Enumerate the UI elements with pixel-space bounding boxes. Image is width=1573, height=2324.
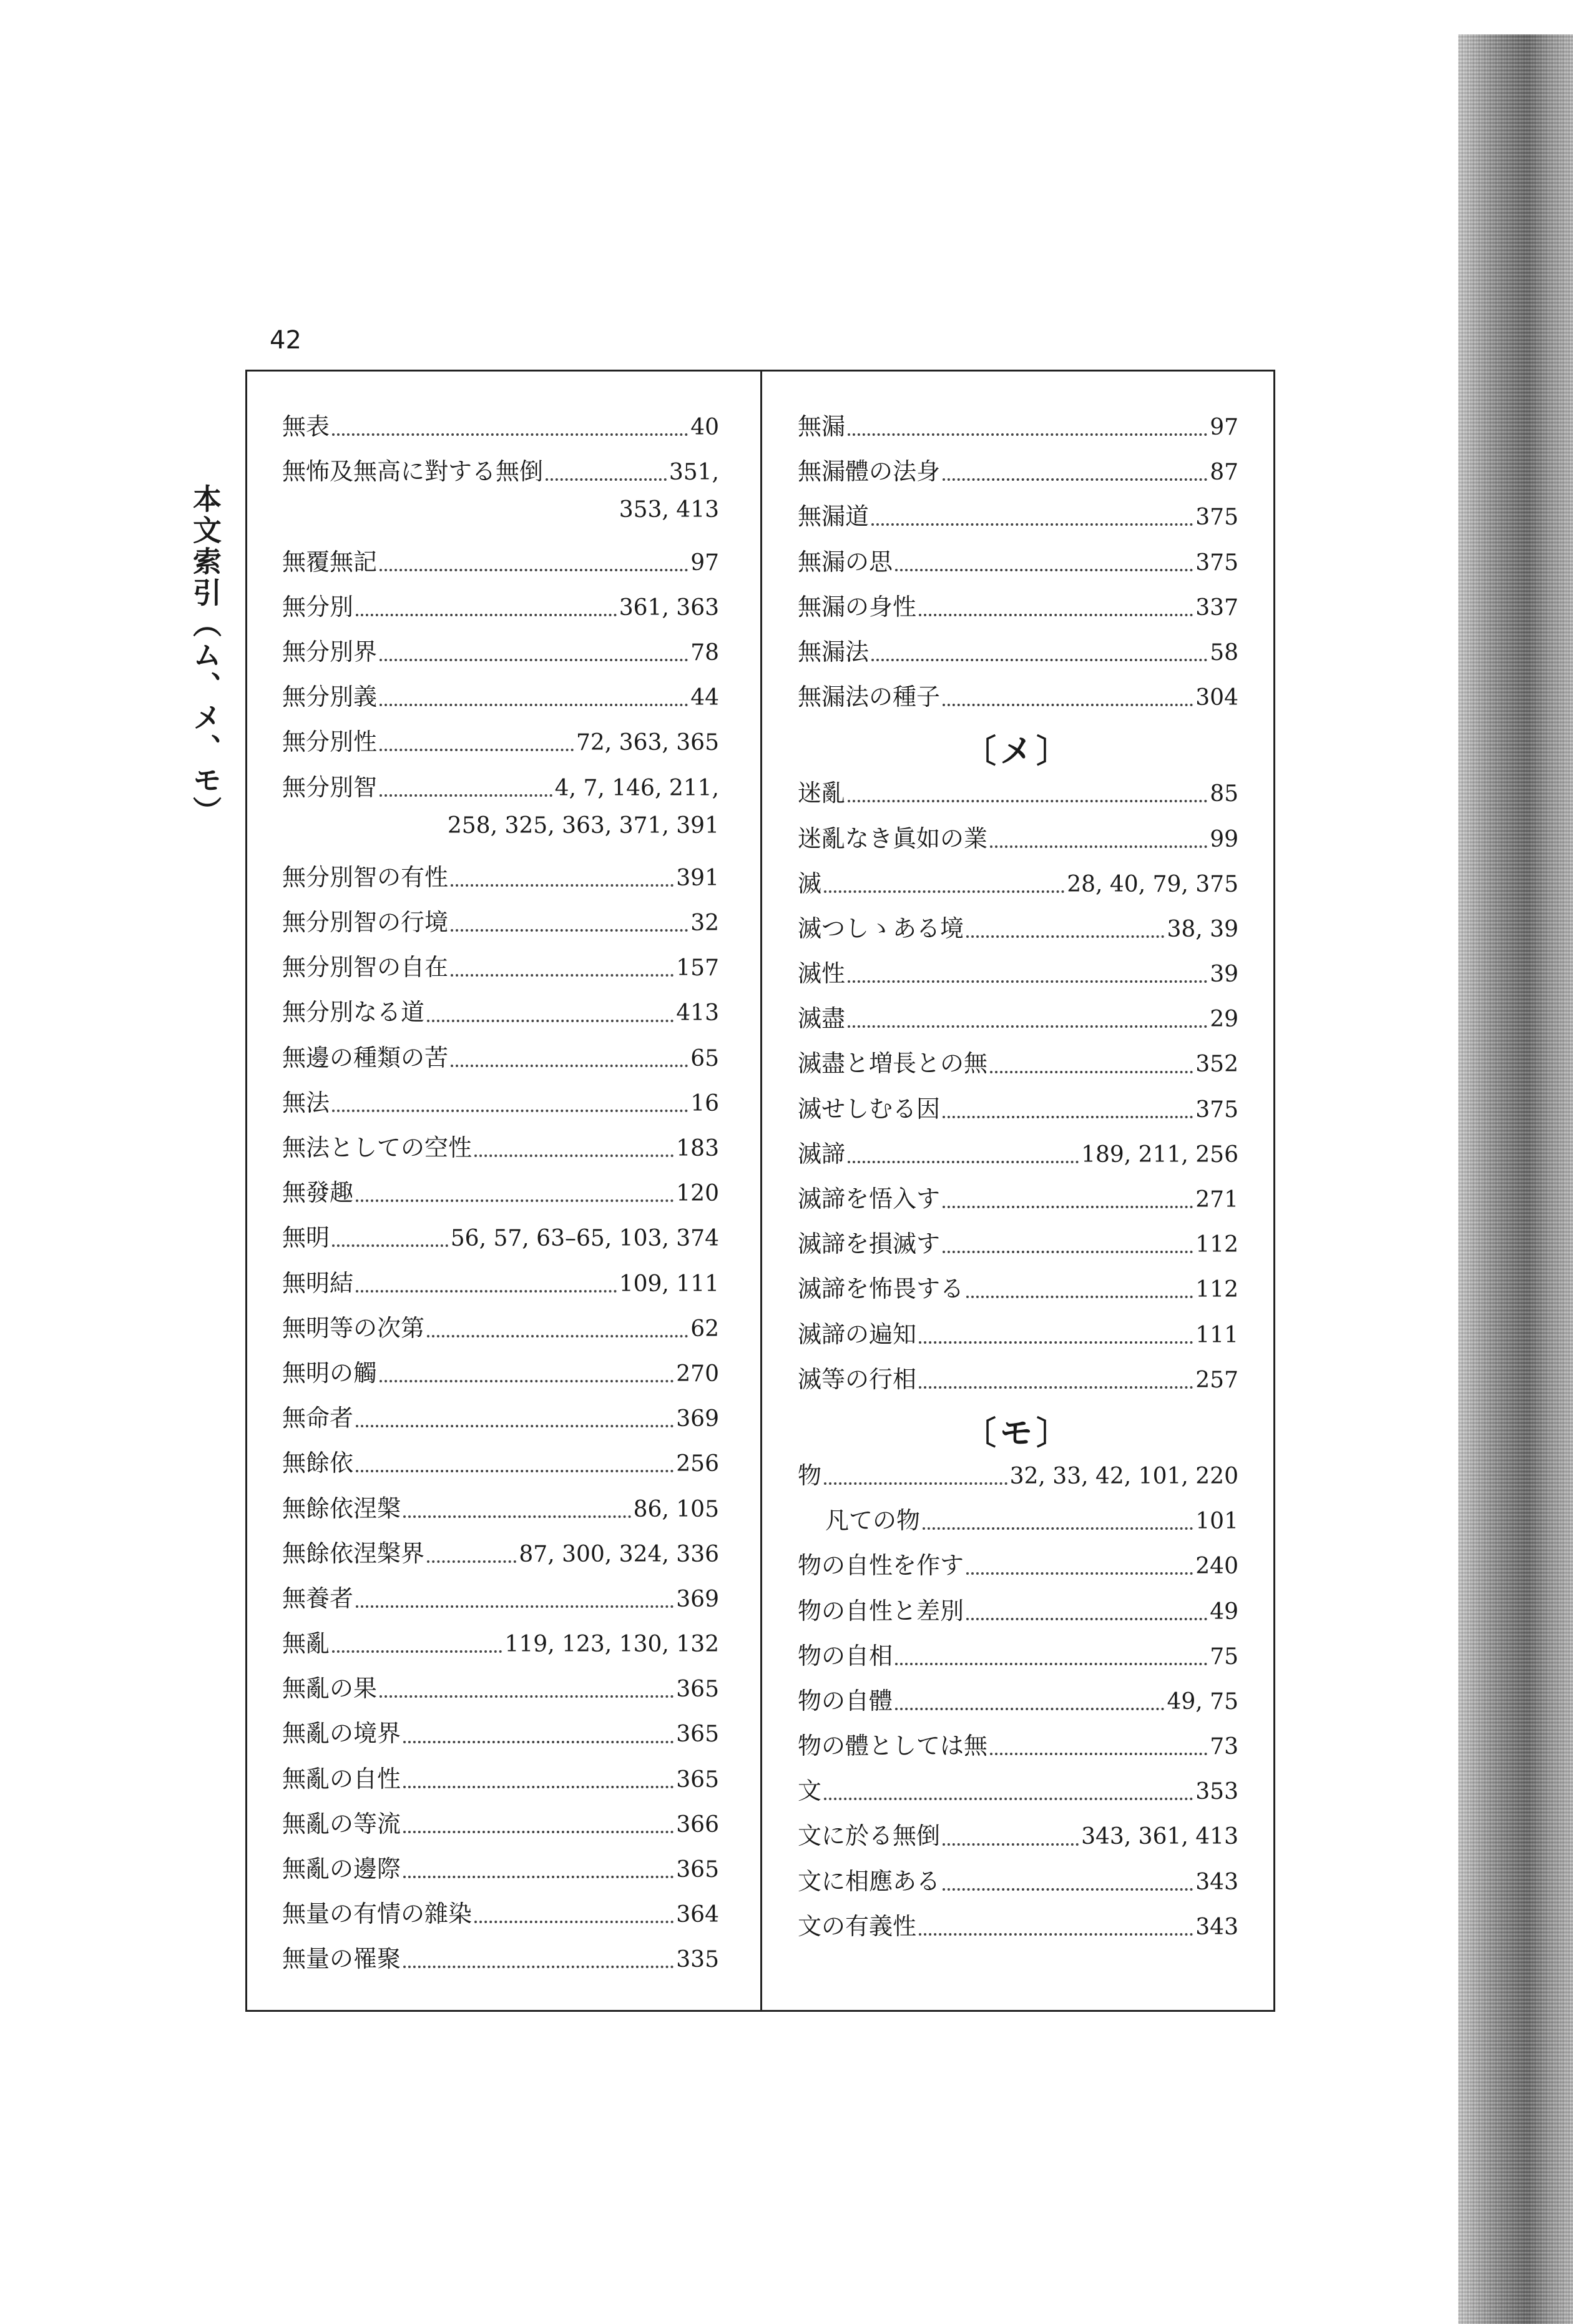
index-entry bbox=[798, 1726, 1238, 1771]
index-entry bbox=[798, 1907, 1238, 1952]
entry-term: 滅 bbox=[798, 869, 822, 897]
entry-term: 滅性 bbox=[798, 960, 846, 988]
entry-pages: 40 bbox=[690, 415, 719, 440]
entry-term: 文 bbox=[798, 1777, 822, 1805]
entry-term: 無亂の邊際 bbox=[282, 1855, 401, 1883]
dot-leader bbox=[990, 1753, 1207, 1755]
index-entry bbox=[798, 1179, 1238, 1224]
entry-term: 無邊の種類の苦 bbox=[282, 1043, 449, 1071]
index-entry bbox=[798, 1224, 1238, 1269]
entry-pages: 337 bbox=[1195, 594, 1238, 621]
dot-leader bbox=[966, 935, 1164, 938]
index-entry bbox=[282, 1128, 719, 1173]
dot-leader bbox=[380, 569, 688, 571]
index-entry bbox=[282, 1534, 719, 1579]
entry-term: 無分別義 bbox=[282, 683, 378, 711]
entry-pages: 16 bbox=[690, 1090, 719, 1116]
index-entry bbox=[798, 1456, 1238, 1501]
index-entry bbox=[798, 819, 1238, 864]
index-entry bbox=[798, 497, 1238, 542]
entry-pages: 44 bbox=[690, 685, 719, 711]
dot-leader bbox=[895, 1663, 1207, 1665]
index-entry bbox=[798, 1546, 1238, 1591]
entry-term: 滅盡と増長との無 bbox=[798, 1050, 988, 1078]
entry-pages: 189, 211, 256 bbox=[1081, 1141, 1238, 1168]
entry-pages: 343 bbox=[1195, 1914, 1238, 1940]
dot-leader bbox=[380, 749, 574, 751]
entry-pages: 85 bbox=[1210, 781, 1238, 807]
entry-term: 無分別智の自在 bbox=[282, 953, 449, 982]
entry-term: 無養者 bbox=[282, 1584, 354, 1612]
dot-leader bbox=[919, 1341, 1193, 1344]
index-entry bbox=[282, 1173, 719, 1218]
entry-term: 物 bbox=[798, 1461, 822, 1489]
entry-pages: 369 bbox=[676, 1586, 719, 1612]
entry-pages: 86, 105 bbox=[633, 1496, 719, 1522]
entry-pages: 366 bbox=[676, 1811, 719, 1838]
dot-leader bbox=[824, 1798, 1193, 1800]
entry-term: 無分別なる道 bbox=[282, 998, 425, 1027]
entry-pages: 39 bbox=[1210, 962, 1238, 988]
entry-pages: 351, bbox=[669, 460, 719, 486]
entry-pages: 256 bbox=[676, 1451, 719, 1477]
index-entry bbox=[282, 1939, 719, 1984]
dot-leader bbox=[966, 1572, 1193, 1575]
entry-term: 無亂の自性 bbox=[282, 1765, 401, 1793]
dot-leader bbox=[848, 800, 1207, 802]
entry-pages: 335 bbox=[676, 1947, 719, 1973]
entry-pages: 304 bbox=[1195, 685, 1238, 711]
index-entry bbox=[798, 1771, 1238, 1816]
index-entry bbox=[282, 1489, 719, 1534]
entry-term: 物の自性を作す bbox=[798, 1552, 964, 1580]
index-entry bbox=[798, 1501, 1238, 1546]
dot-leader bbox=[848, 433, 1207, 436]
entry-pages: 32, 33, 42, 101, 220 bbox=[1009, 1463, 1238, 1489]
dot-leader bbox=[919, 614, 1193, 616]
dot-leader bbox=[332, 1650, 502, 1653]
entry-pages: 49, 75 bbox=[1167, 1688, 1238, 1715]
entry-pages: 353 bbox=[1195, 1779, 1238, 1805]
dot-leader bbox=[966, 1296, 1193, 1298]
dot-leader bbox=[848, 980, 1207, 983]
dot-leader bbox=[919, 1933, 1193, 1936]
entry-term: 無漏體の法身 bbox=[798, 458, 941, 486]
index-entry bbox=[282, 1805, 719, 1849]
entry-term: 物の自性と差別 bbox=[798, 1597, 964, 1625]
entry-pages: 365 bbox=[676, 1677, 719, 1703]
index-entry bbox=[282, 1354, 719, 1399]
entry-term: 無法 bbox=[282, 1088, 330, 1116]
entry-term: 無表 bbox=[282, 413, 330, 440]
dot-leader bbox=[943, 1116, 1193, 1118]
entry-pages: 58 bbox=[1210, 639, 1238, 666]
entry-pages: 157 bbox=[676, 955, 719, 982]
dot-leader bbox=[943, 478, 1207, 481]
index-entry bbox=[282, 768, 719, 813]
entry-pages: 99 bbox=[1210, 826, 1238, 852]
entry-pages: 72, 363, 365 bbox=[576, 730, 719, 756]
entry-term: 無分別界 bbox=[282, 638, 378, 666]
index-entry bbox=[798, 677, 1238, 722]
entry-pages: 369 bbox=[676, 1406, 719, 1432]
dot-leader bbox=[451, 1065, 688, 1067]
entry-pages: 29 bbox=[1210, 1007, 1238, 1033]
index-entry bbox=[282, 1038, 719, 1083]
entry-term: 無明結 bbox=[282, 1269, 354, 1297]
dot-leader bbox=[943, 704, 1193, 706]
entry-pages: 28, 40, 79, 375 bbox=[1067, 871, 1238, 897]
entry-pages: 353, 413 bbox=[619, 497, 719, 523]
index-entry bbox=[282, 858, 719, 903]
entry-term: 無明等の次第 bbox=[282, 1314, 425, 1342]
column-divider bbox=[760, 370, 762, 2012]
index-entry bbox=[798, 1681, 1238, 1726]
index-entry bbox=[282, 543, 719, 588]
index-entry bbox=[798, 954, 1238, 999]
right-index-column bbox=[798, 407, 1238, 1952]
index-entry bbox=[282, 993, 719, 1038]
dot-leader bbox=[356, 1199, 674, 1202]
index-entry bbox=[798, 1269, 1238, 1314]
dot-leader bbox=[871, 523, 1193, 526]
index-entry bbox=[798, 1090, 1238, 1135]
entry-term: 無命者 bbox=[282, 1404, 354, 1432]
index-entry bbox=[798, 1044, 1238, 1089]
dot-leader bbox=[474, 1155, 674, 1157]
dot-leader bbox=[895, 569, 1193, 571]
entry-pages: 38, 39 bbox=[1167, 916, 1238, 942]
dot-leader bbox=[546, 478, 667, 481]
index-entry bbox=[798, 1315, 1238, 1360]
entry-term: 無漏 bbox=[798, 413, 846, 440]
index-entry bbox=[798, 1135, 1238, 1179]
dot-leader bbox=[871, 659, 1207, 661]
dot-leader bbox=[403, 1786, 674, 1788]
entry-term: 無量の有情の雜染 bbox=[282, 1900, 473, 1928]
index-entry bbox=[798, 1862, 1238, 1907]
entry-pages: 87 bbox=[1210, 460, 1238, 486]
entry-pages: 78 bbox=[690, 639, 719, 666]
dot-leader bbox=[824, 1482, 1007, 1485]
entry-term: 滅盡 bbox=[798, 1005, 846, 1033]
entry-pages: 119, 123, 130, 132 bbox=[504, 1632, 719, 1658]
entry-term: 無明の觸 bbox=[282, 1359, 378, 1387]
entry-term: 滅等の行相 bbox=[798, 1365, 917, 1393]
index-entry bbox=[798, 864, 1238, 909]
entry-term: 無漏法 bbox=[798, 638, 870, 666]
entry-pages: 271 bbox=[1195, 1187, 1238, 1213]
side-title: 本文索引（ム、メ、モ） bbox=[189, 484, 222, 827]
dot-leader bbox=[356, 1605, 674, 1608]
index-entry bbox=[282, 1669, 719, 1714]
entry-term: 無餘依涅槃界 bbox=[282, 1539, 425, 1567]
entry-term: 無分別 bbox=[282, 593, 354, 621]
entry-term: 無亂の境界 bbox=[282, 1720, 401, 1748]
index-entry bbox=[282, 903, 719, 948]
entry-term: 無法としての空性 bbox=[282, 1134, 473, 1161]
entry-term: 滅諦の遍知 bbox=[798, 1320, 917, 1348]
dot-leader bbox=[474, 1921, 674, 1923]
entry-term: 迷亂 bbox=[798, 779, 846, 807]
entry-term: 迷亂なき眞如の業 bbox=[798, 824, 988, 852]
entry-pages: 413 bbox=[676, 1000, 719, 1027]
dot-leader bbox=[990, 845, 1207, 848]
entry-pages: 365 bbox=[676, 1721, 719, 1748]
entry-term: 滅諦を損滅す bbox=[798, 1230, 941, 1258]
page-number: 42 bbox=[270, 326, 301, 355]
dot-leader bbox=[403, 1741, 674, 1743]
dot-leader bbox=[451, 884, 674, 887]
index-entry bbox=[282, 1714, 719, 1759]
dot-leader bbox=[380, 704, 688, 706]
dot-leader bbox=[403, 1515, 631, 1518]
entry-term: 無亂 bbox=[282, 1630, 330, 1658]
dot-leader bbox=[380, 1695, 674, 1698]
dot-leader bbox=[356, 1470, 674, 1472]
dot-leader bbox=[427, 1560, 516, 1563]
left-index-column bbox=[282, 407, 719, 1985]
dot-leader bbox=[895, 1708, 1164, 1710]
entry-term: 文の有義性 bbox=[798, 1912, 917, 1940]
section-heading-mo: 〔モ〕 bbox=[963, 1414, 1072, 1453]
index-entry bbox=[798, 999, 1238, 1044]
entry-pages: 365 bbox=[676, 1857, 719, 1883]
index-entry bbox=[798, 1816, 1238, 1861]
entry-pages: 365 bbox=[676, 1766, 719, 1793]
entry-term: 文に於る無倒 bbox=[798, 1822, 941, 1850]
entry-term: 無漏道 bbox=[798, 503, 870, 531]
entry-pages: 65 bbox=[690, 1045, 719, 1071]
entry-pages: 375 bbox=[1195, 549, 1238, 576]
entry-term: 物の自相 bbox=[798, 1642, 893, 1670]
entry-pages: 56, 57, 63–65, 103, 374 bbox=[450, 1226, 719, 1252]
entry-term: 無發趣 bbox=[282, 1179, 354, 1207]
entry-pages: 111 bbox=[1195, 1322, 1238, 1348]
dot-leader bbox=[356, 1290, 617, 1292]
entry-pages: 120 bbox=[676, 1181, 719, 1207]
dot-leader bbox=[356, 614, 617, 616]
entry-pages: 112 bbox=[1195, 1232, 1238, 1258]
index-entry bbox=[282, 588, 719, 633]
entry-pages: 62 bbox=[690, 1316, 719, 1342]
entry-pages: 73 bbox=[1210, 1734, 1238, 1760]
entry-term: 無分別性 bbox=[282, 728, 378, 756]
scan-edge-shadow bbox=[1458, 34, 1573, 2324]
entry-term: 無亂の果 bbox=[282, 1675, 378, 1703]
index-entry bbox=[282, 452, 719, 497]
entry-term: 滅諦 bbox=[798, 1140, 846, 1168]
entry-term: 文に相應ある bbox=[798, 1867, 941, 1895]
index-entry bbox=[282, 1849, 719, 1894]
index-entry-continuation bbox=[282, 497, 719, 542]
dot-leader bbox=[403, 1831, 674, 1833]
dot-leader bbox=[451, 929, 688, 932]
index-entry bbox=[282, 677, 719, 722]
dot-leader bbox=[919, 1386, 1193, 1389]
dot-leader bbox=[332, 1244, 448, 1247]
entry-term: 滅諦を悟入す bbox=[798, 1185, 941, 1213]
dot-leader bbox=[332, 1110, 688, 1112]
entry-term: 無亂の等流 bbox=[282, 1809, 401, 1838]
entry-term: 無量の罹聚 bbox=[282, 1945, 401, 1973]
dot-leader bbox=[943, 1843, 1079, 1846]
entry-pages: 258, 325, 363, 371, 391 bbox=[447, 812, 719, 839]
entry-pages: 75 bbox=[1210, 1643, 1238, 1670]
entry-term: 無漏の身性 bbox=[798, 593, 917, 621]
index-entry bbox=[282, 1894, 719, 1939]
dot-leader bbox=[427, 1020, 674, 1022]
entry-pages: 375 bbox=[1195, 505, 1238, 531]
index-entry bbox=[798, 774, 1238, 819]
entry-term: 凡ての物 bbox=[825, 1507, 921, 1535]
index-entry bbox=[798, 1592, 1238, 1637]
entry-pages: 87, 300, 324, 336 bbox=[519, 1541, 719, 1567]
entry-term: 物の體としては無 bbox=[798, 1732, 988, 1760]
index-entry bbox=[798, 1637, 1238, 1681]
dot-leader bbox=[943, 1888, 1193, 1891]
entry-pages: 4, 7, 146, 211, bbox=[554, 775, 719, 801]
entry-term: 滅つしゝある境 bbox=[798, 914, 964, 942]
entry-pages: 343, 361, 413 bbox=[1081, 1824, 1238, 1850]
index-entry bbox=[282, 1083, 719, 1128]
entry-pages: 364 bbox=[676, 1902, 719, 1928]
section-heading-me: 〔メ〕 bbox=[963, 732, 1072, 771]
index-entry bbox=[282, 1579, 719, 1624]
entry-term: 無漏の思 bbox=[798, 548, 893, 576]
index-entry bbox=[798, 407, 1238, 452]
entry-pages: 270 bbox=[676, 1361, 719, 1387]
dot-leader bbox=[923, 1527, 1193, 1530]
entry-pages: 343 bbox=[1195, 1869, 1238, 1895]
index-entry bbox=[282, 1264, 719, 1309]
entry-pages: 361, 363 bbox=[619, 594, 719, 621]
entry-term: 無分別智の有性 bbox=[282, 863, 449, 891]
entry-term: 無餘依 bbox=[282, 1449, 354, 1477]
dot-leader bbox=[990, 1071, 1193, 1073]
entry-term: 無餘依涅槃 bbox=[282, 1494, 401, 1522]
index-entry bbox=[798, 543, 1238, 588]
dot-leader bbox=[848, 1025, 1207, 1028]
index-entry bbox=[282, 1309, 719, 1354]
entry-pages: 183 bbox=[676, 1136, 719, 1161]
entry-pages: 109, 111 bbox=[619, 1271, 719, 1297]
dot-leader bbox=[943, 1206, 1193, 1208]
entry-term: 滅諦を怖畏する bbox=[798, 1275, 964, 1303]
dot-leader bbox=[824, 890, 1064, 893]
entry-pages: 101 bbox=[1195, 1509, 1238, 1535]
entry-pages: 352 bbox=[1195, 1051, 1238, 1078]
entry-pages: 32 bbox=[690, 910, 719, 937]
index-entry bbox=[282, 1218, 719, 1263]
index-entry-continuation bbox=[282, 813, 719, 858]
entry-term: 無明 bbox=[282, 1224, 330, 1252]
index-entry bbox=[282, 722, 719, 767]
index-entry bbox=[798, 1360, 1238, 1405]
entry-pages: 240 bbox=[1195, 1553, 1238, 1580]
index-entry bbox=[798, 452, 1238, 497]
index-entry bbox=[798, 633, 1238, 677]
entry-pages: 391 bbox=[676, 865, 719, 891]
entry-pages: 375 bbox=[1195, 1096, 1238, 1123]
index-entry bbox=[282, 948, 719, 993]
dot-leader bbox=[966, 1618, 1207, 1620]
dot-leader bbox=[848, 1161, 1079, 1163]
index-entry bbox=[282, 1399, 719, 1444]
dot-leader bbox=[356, 1425, 674, 1427]
entry-term: 無分別智の行境 bbox=[282, 908, 449, 937]
entry-pages: 97 bbox=[690, 549, 719, 576]
index-entry bbox=[282, 1624, 719, 1669]
dot-leader bbox=[403, 1876, 674, 1878]
dot-leader bbox=[403, 1966, 674, 1968]
dot-leader bbox=[427, 1335, 688, 1337]
entry-term: 無覆無記 bbox=[282, 548, 378, 576]
entry-term: 無怖及無高に對する無倒 bbox=[282, 458, 544, 486]
dot-leader bbox=[332, 433, 688, 436]
index-entry bbox=[282, 1760, 719, 1805]
entry-term: 無分別智 bbox=[282, 773, 378, 801]
dot-leader bbox=[380, 1380, 674, 1382]
dot-leader bbox=[380, 659, 688, 661]
index-entry bbox=[798, 909, 1238, 954]
entry-term: 無漏法の種子 bbox=[798, 683, 941, 711]
entry-term: 物の自體 bbox=[798, 1686, 893, 1715]
entry-term: 滅せしむる因 bbox=[798, 1095, 941, 1123]
index-entry bbox=[282, 407, 719, 452]
entry-pages: 112 bbox=[1195, 1277, 1238, 1303]
dot-leader bbox=[451, 974, 674, 977]
index-entry bbox=[282, 1444, 719, 1489]
dot-leader bbox=[380, 794, 552, 797]
index-entry bbox=[282, 633, 719, 677]
dot-leader bbox=[943, 1251, 1193, 1253]
entry-pages: 257 bbox=[1195, 1367, 1238, 1393]
entry-pages: 97 bbox=[1210, 415, 1238, 440]
index-entry bbox=[798, 588, 1238, 633]
entry-pages: 49 bbox=[1210, 1598, 1238, 1625]
